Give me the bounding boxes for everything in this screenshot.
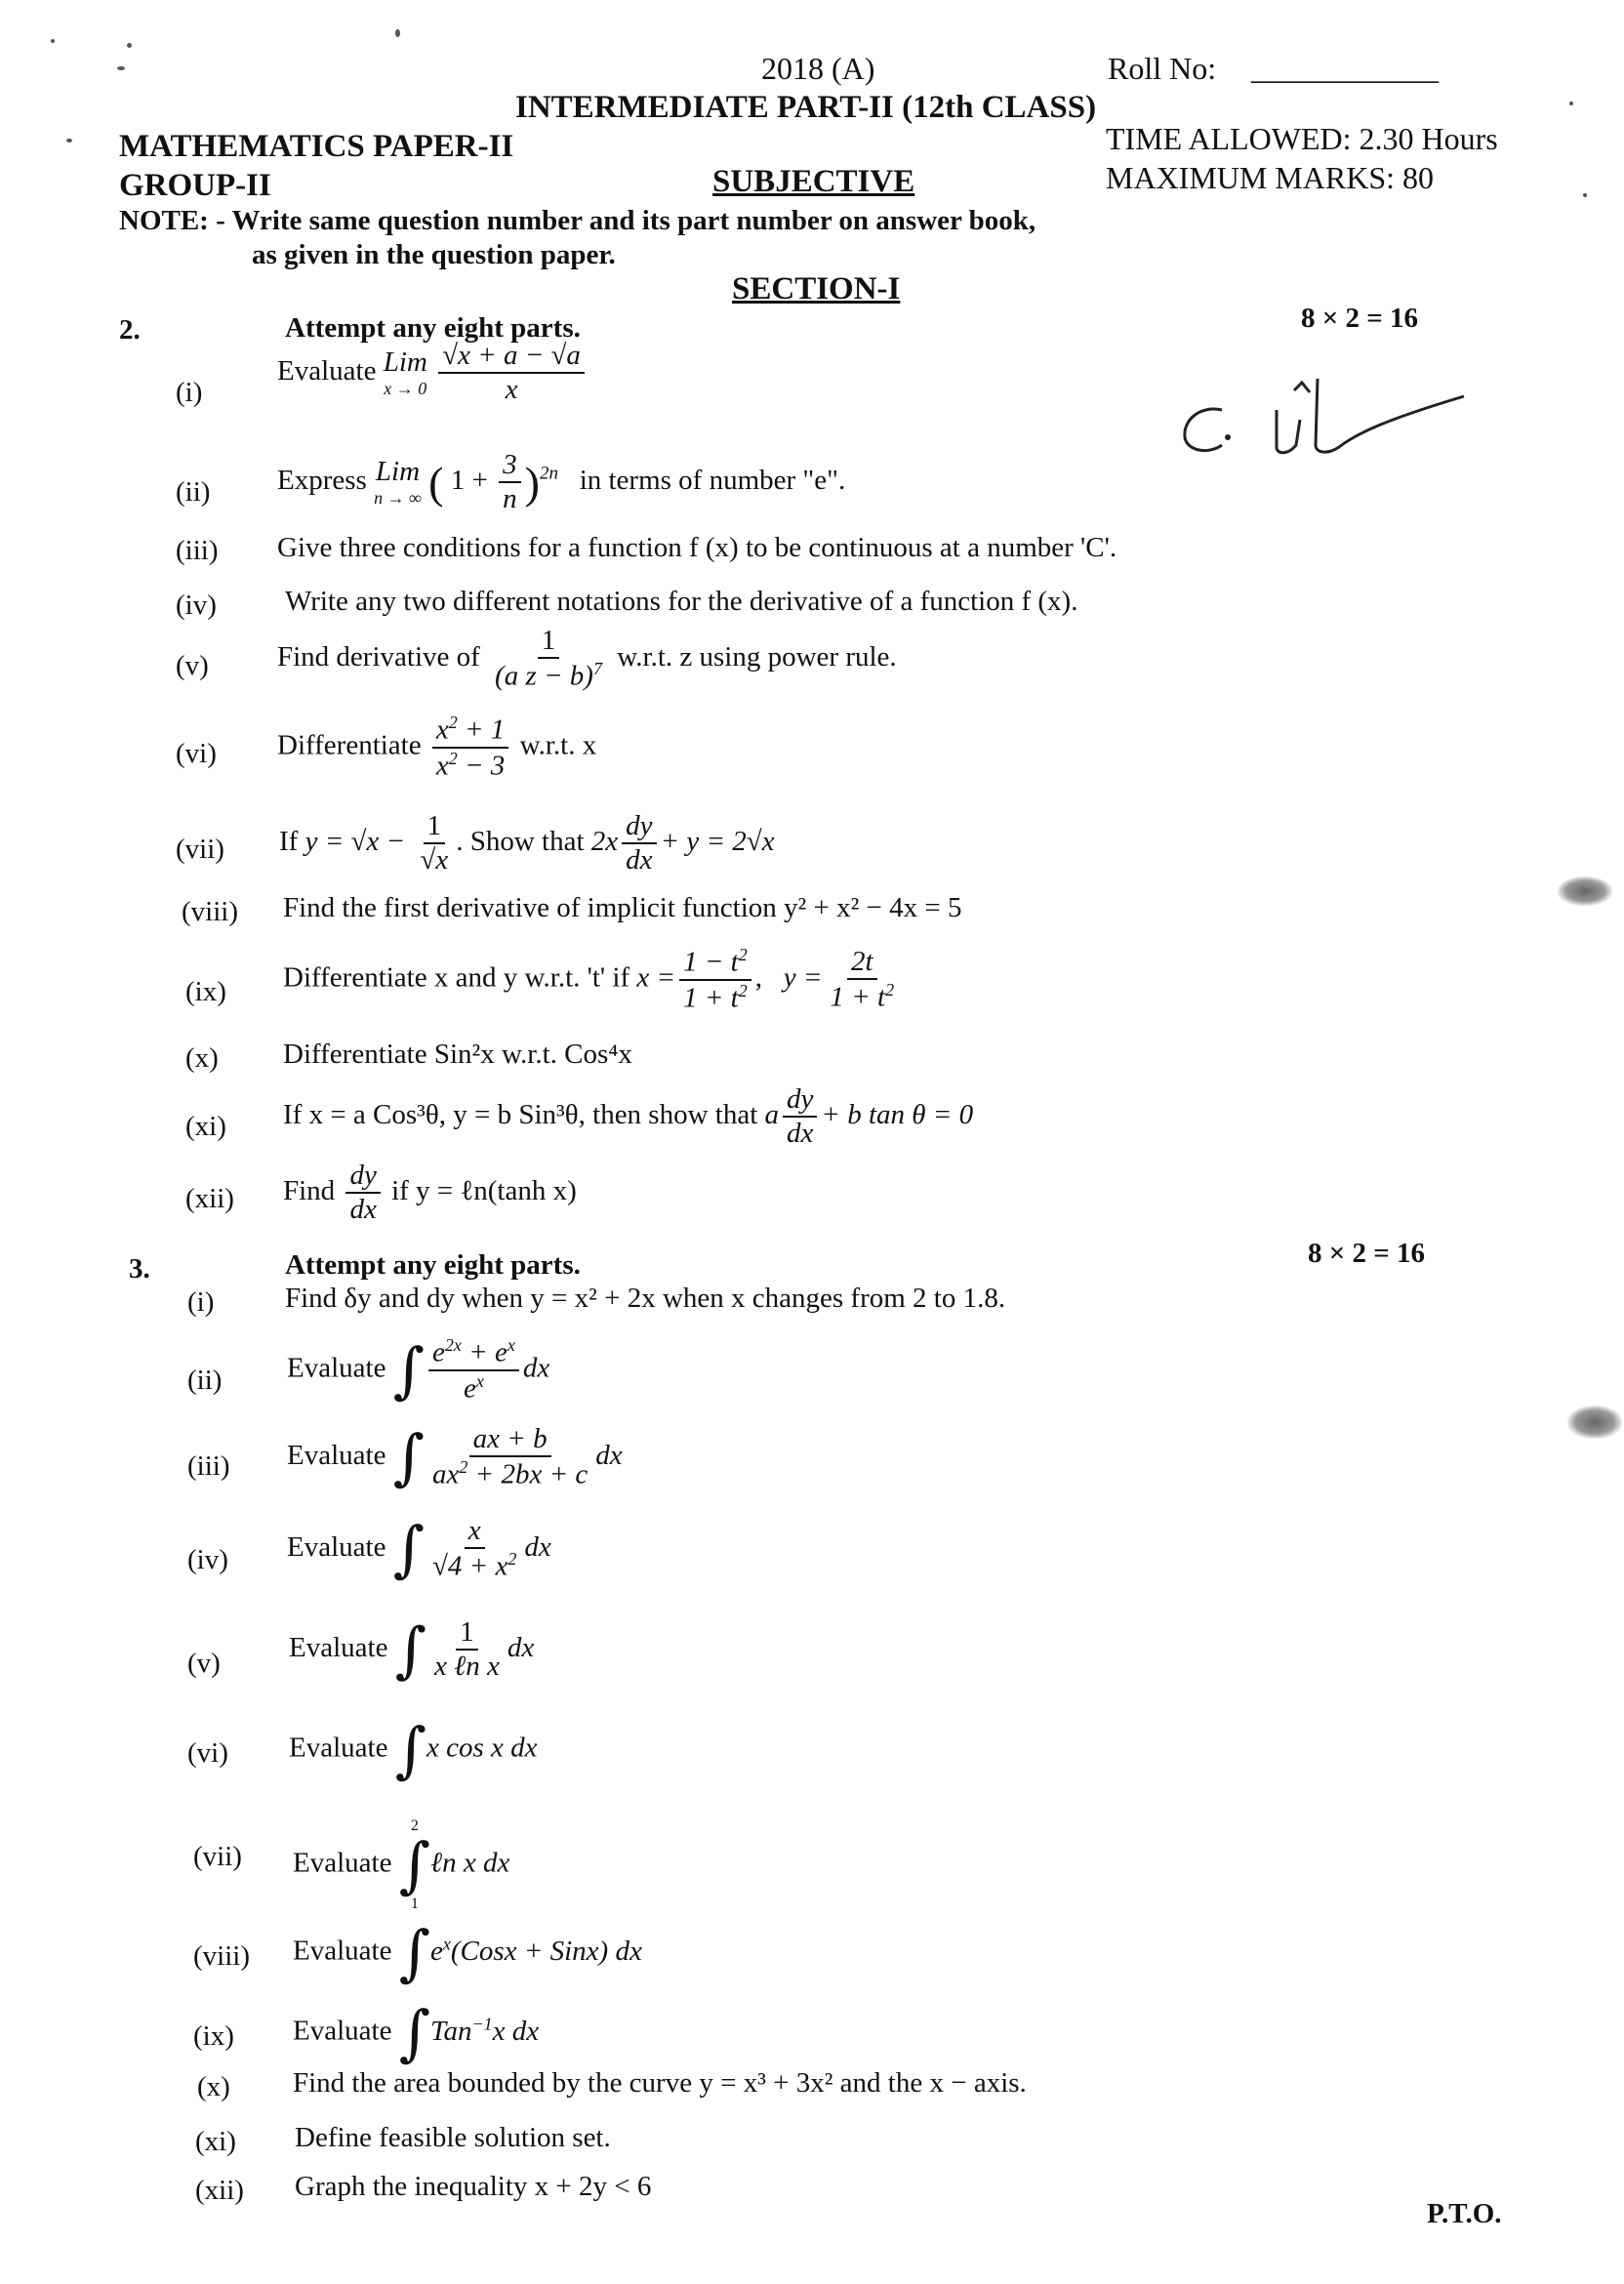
fraction: $\frac{1}{\text{x ℓn x}}$ bbox=[434, 1616, 500, 1683]
integral-sign: ∫ bbox=[392, 1334, 426, 1406]
question-part: Differentiate x and y w.r.t. 't' if x = $\frac{1 - t^2}{1 + t^2}$ , y = $\frac{2t}{1 + t^2}$ bbox=[283, 945, 902, 1015]
signature bbox=[1171, 361, 1493, 469]
part-text: Evaluate bbox=[293, 1847, 392, 1879]
part-text: Find the area bounded by the curve y = x³ + 3x² and the x − axis. bbox=[293, 2067, 1027, 2099]
part-text: Write any two different notations for the derivative of a function f (x). bbox=[285, 586, 1078, 617]
part-text: Evaluate bbox=[293, 1935, 392, 1967]
question-number: 2. bbox=[119, 314, 141, 346]
integral-sign: ∫ bbox=[394, 1613, 427, 1686]
fraction: $\frac{x^2 + 1}{x^2 - 3}$ bbox=[432, 713, 508, 783]
question-part: Evaluate ∫ $\frac{1}{\text{x ℓn x}}$ dx bbox=[289, 1613, 535, 1686]
part-text: Evaluate bbox=[277, 355, 377, 387]
fraction: $\frac{dy}{dx}$ bbox=[783, 1083, 817, 1151]
scan-speck bbox=[395, 29, 400, 37]
part-text: If bbox=[279, 826, 299, 857]
fraction: $\frac{1 - t^2}{1 + t^2}$ bbox=[679, 945, 751, 1015]
question-part: If x = a Cos³θ, y = b Sin³θ, then show that a $\frac{dy}{dx}$ + b tan θ = 0 bbox=[283, 1083, 974, 1150]
section-type: SUBJECTIVE bbox=[712, 164, 915, 199]
ink-blot bbox=[1558, 877, 1612, 906]
part-label: (v) bbox=[187, 1648, 221, 1679]
exam-title: INTERMEDIATE PART-II (12th CLASS) bbox=[515, 90, 1097, 125]
part-label: (vi) bbox=[187, 1737, 228, 1769]
part-text: Differentiate bbox=[277, 729, 422, 761]
scan-speck bbox=[1583, 193, 1587, 197]
roll-blank: ____________ bbox=[1251, 51, 1439, 86]
note-line-2: as given in the question paper. bbox=[252, 239, 616, 270]
part-label: (viii) bbox=[193, 1940, 250, 1972]
part-text: Evaluate bbox=[289, 1632, 388, 1663]
maximum-marks: MAXIMUM MARKS: 80 bbox=[1106, 160, 1435, 195]
question-part: Express Lim n → ∞ ( 1 + $\frac{3}{n}$ )$^{2n}$ in terms of number "e". bbox=[277, 449, 846, 515]
fraction: $\frac{ax + b}{ax^2 + 2bx + c}$ bbox=[432, 1423, 589, 1490]
question-instruction: Attempt any eight parts. bbox=[285, 312, 581, 344]
integral-sign: ∫ bbox=[392, 1421, 426, 1493]
part-tail: w.r.t. z using power rule. bbox=[617, 640, 897, 673]
fraction: $\frac{1}{√x}$ bbox=[420, 810, 449, 877]
integral-sign: ∫ bbox=[398, 1997, 431, 2068]
part-text: If x = a Cos³θ, y = b Sin³θ, then show that bbox=[283, 1099, 758, 1130]
ink-blot bbox=[1567, 1406, 1622, 1439]
fraction: $\frac{√x + a - √a}{x}$ bbox=[438, 340, 585, 407]
part-label: (x) bbox=[185, 1042, 219, 1074]
part-text: Differentiate Sin²x w.r.t. Cos⁴x bbox=[283, 1039, 632, 1070]
part-label: (xi) bbox=[185, 1111, 226, 1142]
part-label: (iv) bbox=[176, 590, 217, 621]
part-text: Differentiate x and y w.r.t. 't' if bbox=[283, 961, 630, 994]
fraction: $\frac{1}{(a z - b)^7}$ bbox=[495, 625, 602, 692]
integral-sign: ∫ bbox=[398, 1917, 431, 1988]
question-part: Evaluate 2 ∫ 1 ℓn x dx bbox=[293, 1817, 510, 1912]
fraction: $\frac{dy}{dx}$ bbox=[345, 1160, 380, 1227]
section-heading: SECTION-I bbox=[732, 271, 901, 306]
part-tail: in terms of number "e". bbox=[579, 465, 846, 496]
part-label: (iii) bbox=[187, 1450, 230, 1482]
part-tail: . Show that bbox=[456, 826, 585, 857]
group-label: GROUP-II bbox=[119, 168, 271, 203]
roll-label: Roll No: bbox=[1108, 51, 1217, 86]
part-text: Find the first derivative of implicit function y² + x² − 4x = 5 bbox=[283, 892, 962, 923]
part-text: Evaluate bbox=[287, 1530, 386, 1563]
part-label: (vii) bbox=[193, 1841, 242, 1872]
part-label: (ix) bbox=[185, 976, 226, 1007]
question-part: Evaluate ∫ $\frac{e^{2x} + e^x}{e^x}$ dx bbox=[287, 1334, 550, 1406]
part-text: Give three conditions for a function f (x) to be continuous at a number 'C'. bbox=[277, 532, 1117, 563]
question-part: Evaluate ∫Tan$^{-1}$x dx bbox=[293, 1997, 540, 2068]
question-part: If y = √x − $\frac{1}{√x}$ . Show that 2x $\frac{dy}{dx}$ + y = 2√x bbox=[279, 810, 775, 877]
limit-operator: Lim x → 0 bbox=[383, 347, 427, 399]
definite-integral: 2 ∫ 1 bbox=[398, 1817, 431, 1912]
question-marks: 8 × 2 = 16 bbox=[1301, 303, 1419, 334]
part-text: Express bbox=[277, 465, 367, 496]
fraction: $\frac{dy}{dx}$ bbox=[622, 810, 656, 877]
part-label: (viii) bbox=[182, 896, 238, 927]
part-label: (xii) bbox=[185, 1183, 234, 1214]
fraction: $\frac{x}{√4 + x^2}$ bbox=[432, 1515, 517, 1582]
question-part bbox=[277, 713, 596, 783]
part-label: (i) bbox=[187, 1286, 215, 1318]
question-instruction: Attempt any eight parts. bbox=[285, 1249, 581, 1281]
part-text: Evaluate bbox=[293, 2015, 392, 2047]
part-tail: if y = ℓn(tanh x) bbox=[391, 1175, 577, 1206]
paper-year: 2018 (A) bbox=[761, 51, 875, 86]
integral-sign: ∫ bbox=[392, 1513, 426, 1585]
part-text: Evaluate bbox=[287, 1352, 386, 1384]
time-allowed: TIME ALLOWED: 2.30 Hours bbox=[1106, 121, 1498, 156]
part-text: Define feasible solution set. bbox=[295, 2122, 611, 2153]
part-label: (iv) bbox=[187, 1544, 228, 1575]
question-part: Evaluate $\int e^x(Cosx$ + Sinx) dx bbox=[293, 1917, 642, 1988]
part-text: Evaluate bbox=[287, 1439, 386, 1471]
part-label: (xii) bbox=[195, 2175, 244, 2206]
scan-speck bbox=[66, 139, 72, 143]
question-part: Evaluate ∫ $\frac{x}{√4 + x^2}$ dx bbox=[287, 1513, 551, 1585]
scan-speck bbox=[1569, 102, 1573, 105]
question-part bbox=[277, 625, 897, 693]
fraction: $\frac{2t}{1 + t^2}$ bbox=[830, 945, 895, 1013]
part-label: (ii) bbox=[176, 476, 211, 508]
part-label: (vi) bbox=[176, 738, 217, 769]
fraction: $\frac{e^{2x} + e^x}{e^x}$ bbox=[428, 1335, 519, 1406]
question-marks: 8 × 2 = 16 bbox=[1308, 1238, 1426, 1269]
part-label: (iii) bbox=[176, 535, 219, 566]
part-label: (x) bbox=[197, 2071, 230, 2102]
question-part bbox=[283, 1160, 577, 1227]
part-label: (xi) bbox=[195, 2126, 236, 2157]
part-text: Find derivative of bbox=[277, 640, 480, 673]
part-label: (ii) bbox=[187, 1365, 223, 1396]
part-label: (ix) bbox=[193, 2020, 234, 2052]
part-label: (v) bbox=[176, 650, 209, 681]
scan-speck bbox=[117, 66, 125, 70]
fraction: $\frac{3}{n}$ bbox=[499, 449, 521, 516]
part-label: (vii) bbox=[176, 834, 224, 865]
subject-title: MATHEMATICS PAPER-II bbox=[119, 129, 514, 164]
part-text: Find δy and dy when y = x² + 2x when x changes from 2 to 1.8. bbox=[285, 1283, 1006, 1314]
part-tail: w.r.t. x bbox=[519, 729, 597, 761]
scan-speck bbox=[51, 39, 55, 43]
part-text: Graph the inequality x + 2y < 6 bbox=[295, 2171, 652, 2202]
question-part bbox=[277, 340, 589, 407]
scan-speck bbox=[127, 43, 132, 48]
integral-sign: ∫ bbox=[394, 1714, 427, 1785]
part-text: Find bbox=[283, 1175, 336, 1206]
question-part: Evaluate ∫x cos x dx bbox=[289, 1714, 538, 1785]
question-number: 3. bbox=[129, 1253, 150, 1285]
note-line-1: NOTE: - Write same question number and its part number on answer book, bbox=[119, 205, 1036, 236]
page-turn-note: P.T.O. bbox=[1427, 2198, 1502, 2229]
part-text: Evaluate bbox=[289, 1732, 388, 1764]
question-part: Evaluate ∫ $\frac{ax + b}{ax^2 + 2bx + c}$ dx bbox=[287, 1421, 623, 1493]
part-label: (i) bbox=[176, 377, 203, 408]
limit-operator: Lim n → ∞ bbox=[374, 456, 422, 509]
